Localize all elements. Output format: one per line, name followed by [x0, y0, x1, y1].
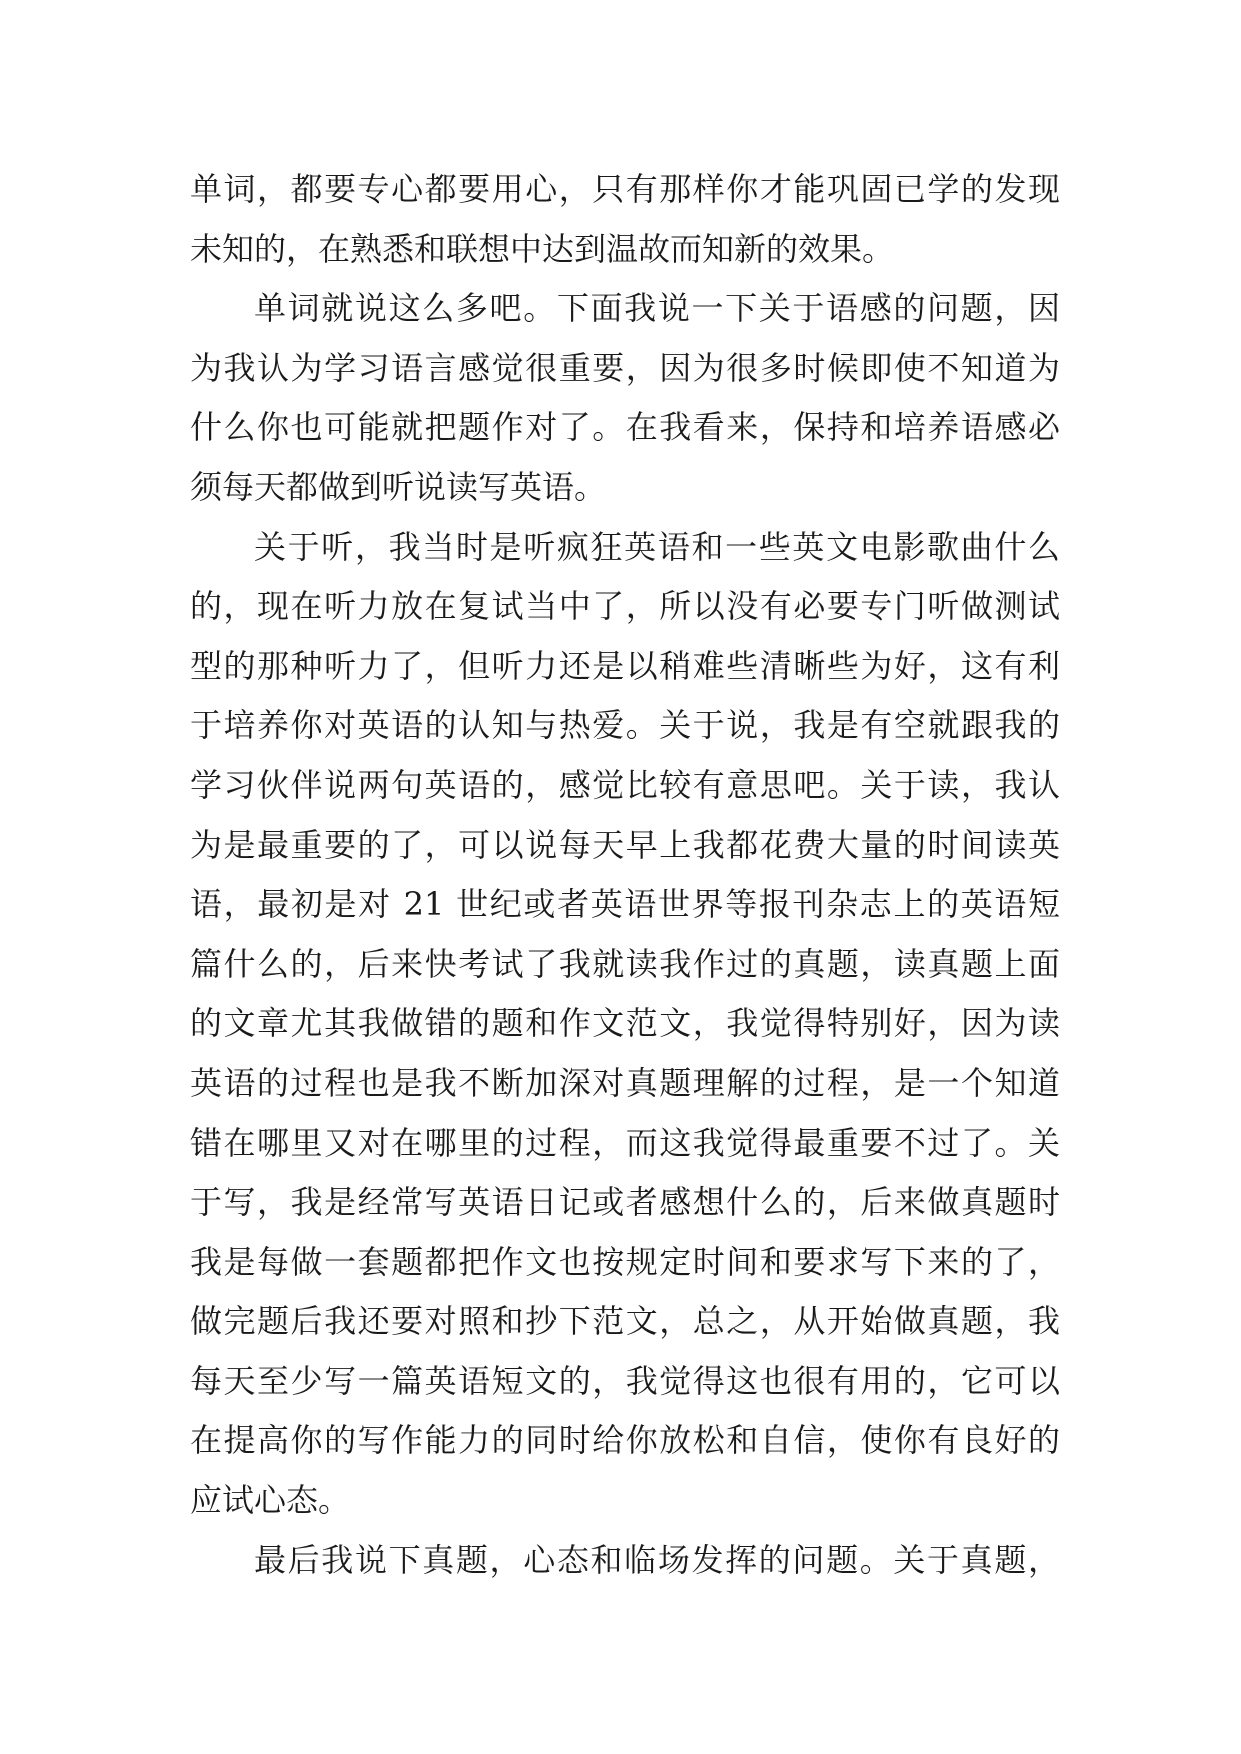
- text-line: 的，现在听力放在复试当中了，所以没有必要专门听做测试: [190, 587, 1060, 626]
- text-line: 单词就说这么多吧。下面我说一下关于语感的问题，因: [254, 289, 1060, 328]
- text-line: 须每天都做到听说读写英语。: [190, 467, 607, 506]
- text-line: 什么你也可能就把题作对了。在我看来，保持和培养语感必: [190, 408, 1060, 447]
- text-line: 最后我说下真题，心态和临场发挥的问题。关于真题，: [254, 1540, 1060, 1579]
- text-line: 的文章尤其我做错的题和作文范文，我觉得特别好，因为读: [190, 1004, 1060, 1043]
- text-line: 型的那种听力了，但听力还是以稍难些清晰些为好，这有利: [190, 646, 1060, 685]
- text-line: 语，最初是对 21 世纪或者英语世界等报刊杂志上的英语短: [190, 885, 1060, 924]
- text-line: 我是每做一套题都把作文也按规定时间和要求写下来的了，: [190, 1242, 1060, 1281]
- text-line: 英语的过程也是我不断加深对真题理解的过程，是一个知道: [190, 1063, 1060, 1102]
- text-line: 为是最重要的了，可以说每天早上我都花费大量的时间读英: [190, 825, 1060, 864]
- text-line: 关于听，我当时是听疯狂英语和一些英文电影歌曲什么: [254, 527, 1060, 566]
- text-line: 错在哪里又对在哪里的过程，而这我觉得最重要不过了。关: [190, 1123, 1060, 1162]
- text-line: 应试心态。: [190, 1481, 351, 1520]
- text-line: 学习伙伴说两句英语的，感觉比较有意思吧。关于读，我认: [190, 765, 1060, 804]
- text-line: 于培养你对英语的认知与热爱。关于说，我是有空就跟我的: [190, 706, 1060, 745]
- text-line: 未知的，在熟悉和联想中达到温故而知新的效果。: [190, 229, 895, 268]
- text-line: 为我认为学习语言感觉很重要，因为很多时候即使不知道为: [190, 348, 1060, 387]
- text-line: 单词，都要专心都要用心，只有那样你才能巩固已学的发现: [190, 170, 1060, 208]
- text-line: 每天至少写一篇英语短文的，我觉得这也很有用的，它可以: [190, 1361, 1060, 1400]
- text-line: 在提高你的写作能力的同时给你放松和自信，使你有良好的: [190, 1421, 1060, 1460]
- body-text: [190, 160, 1060, 1590]
- text-line: 于写，我是经常写英语日记或者感想什么的，后来做真题时: [190, 1183, 1060, 1222]
- text-line: 做完题后我还要对照和抄下范文，总之，从开始做真题，我: [190, 1302, 1060, 1341]
- text-line: 篇什么的，后来快考试了我就读我作过的真题，读真题上面: [190, 944, 1060, 983]
